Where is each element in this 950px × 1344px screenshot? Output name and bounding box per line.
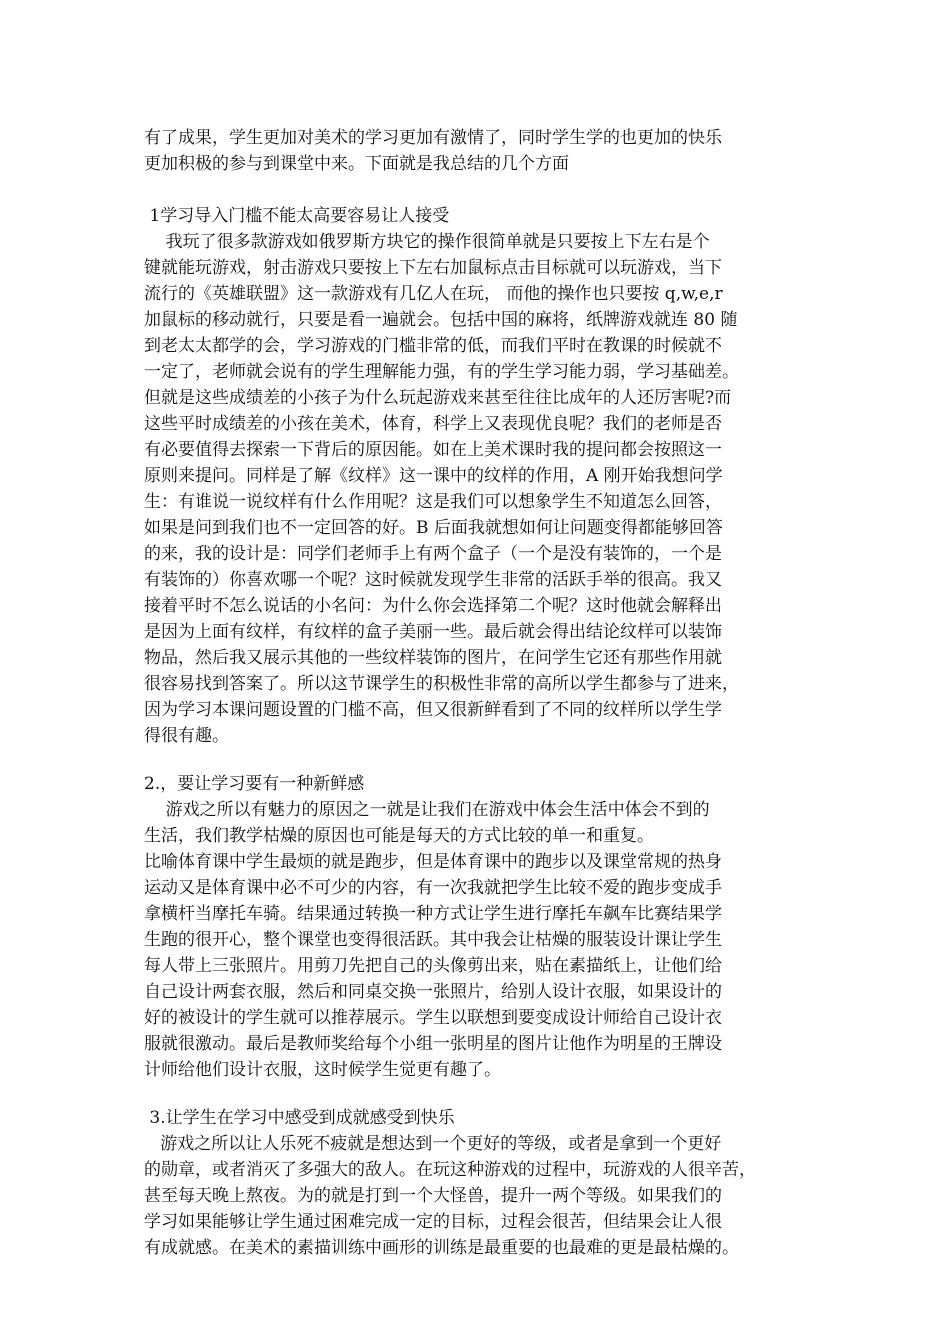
section-heading: 3.让学生在学习中感受到成就感受到快乐	[144, 1108, 455, 1128]
section-1	[144, 203, 824, 749]
text-line: 流行的《英雄联盟》这一款游戏有几亿人在玩， 而他的操作也只要按 q,w,e,r	[144, 284, 723, 304]
section-heading: 2.，要让学习要有一种新鲜感	[144, 774, 365, 794]
text-line: 但就是这些成绩差的小孩子为什么玩起游戏来甚至往往比成年的人还厉害呢?而	[144, 388, 732, 408]
text-line: 每人带上三张照片。用剪刀先把自己的头像剪出来，贴在素描纸上，让他们给	[144, 956, 722, 976]
text-line: 一定了，老师就会说有的学生理解能力强，有的学生学习能力弱，学习基础差。	[144, 362, 739, 382]
text-line: 有必要值得去探索一下背后的原因能。如在上美术课时我的提问都会按照这一	[144, 440, 722, 460]
text-line: 的来，我的设计是：同学们老师手上有两个盒子（一个是没有装饰的，一个是	[144, 544, 722, 564]
text-line: 生：有谁说一说纹样有什么作用呢？这是我们可以想象学生不知道怎么回答，	[144, 492, 722, 512]
text-line: 拿横杆当摩托车骑。结果通过转换一种方式让学生进行摩托车飙车比赛结果学	[144, 904, 722, 924]
text-line: 生活，我们教学枯燥的原因也可能是每天的方式比较的单一和重复。	[144, 826, 654, 846]
text-line: 自己设计两套衣服，然后和同桌交换一张照片，给别人设计衣服，如果设计的	[144, 982, 722, 1002]
text-line: 有了成果，学生更加对美术的学习更加有激情了，同时学生学的也更加的快乐	[144, 128, 722, 148]
text-line: 加鼠标的移动就行，只要是看一遍就会。包括中国的麻将，纸牌游戏就连 80 随	[144, 310, 738, 330]
section-3	[144, 1105, 824, 1261]
text-line: 服就很激动。最后是教师奖给每个小组一张明星的图片让他作为明星的王牌设	[144, 1034, 722, 1054]
text-line: 有成就感。在美术的素描训练中画形的训练是最重要的也最难的更是最枯燥的。	[144, 1238, 739, 1258]
text-line: 比喻体育课中学生最烦的就是跑步，但是体育课中的跑步以及课堂常规的热身	[144, 852, 722, 872]
text-line: 更加积极的参与到课堂中来。下面就是我总结的几个方面	[144, 154, 569, 174]
text-line: 是因为上面有纹样，有纹样的盒子美丽一些。最后就会得出结论纹样可以装饰	[144, 622, 722, 642]
text-line: 键就能玩游戏，射击游戏只要按上下左右加鼠标点击目标就可以玩游戏，当下	[144, 258, 722, 278]
section-2	[144, 771, 824, 1083]
text-line: 的勋章，或者消灭了多强大的敌人。在玩这种游戏的过程中，玩游戏的人很辛苦，	[144, 1160, 756, 1180]
text-line: 物品，然后我又展示其他的一些纹样装饰的图片，在问学生它还有那些作用就	[144, 648, 722, 668]
paragraph-spacer	[144, 177, 824, 203]
text-line: 这些平时成绩差的小孩在美术，体育，科学上又表现优良呢？我们的老师是否	[144, 414, 722, 434]
text-line: 运动又是体育课中必不可少的内容，有一次我就把学生比较不爱的跑步变成手	[144, 878, 722, 898]
text-line: 我玩了很多款游戏如俄罗斯方块它的操作很简单就是只要按上下左右是个	[144, 232, 710, 252]
text-line: 游戏之所以有魅力的原因之一就是让我们在游戏中体会生活中体会不到的	[144, 800, 710, 820]
text-line: 计师给他们设计衣服，这时候学生觉更有趣了。	[144, 1060, 501, 1080]
text-line: 有装饰的）你喜欢哪一个呢？这时候就发现学生非常的活跃手举的很高。我又	[144, 570, 722, 590]
section-heading: 1学习导入门槛不能太高要容易让人接受	[144, 206, 450, 226]
text-line: 游戏之所以让人乐死不疲就是想达到一个更好的等级，或者是拿到一个更好	[144, 1134, 722, 1154]
paragraph-spacer	[144, 1083, 824, 1105]
text-line: 到老太太都学的会，学习游戏的门槛非常的低，而我们平时在教课的时候就不	[144, 336, 722, 356]
text-line: 生跑的很开心，整个课堂也变得很活跃。其中我会让枯燥的服装设计课让学生	[144, 930, 722, 950]
text-line: 学习如果能够让学生通过困难完成一定的目标，过程会很苦，但结果会让人很	[144, 1212, 722, 1232]
text-line: 得很有趣。	[144, 726, 229, 746]
paragraph-spacer	[144, 749, 824, 771]
text-line: 很容易找到答案了。所以这节课学生的积极性非常的高所以学生都参与了进来，	[144, 674, 739, 694]
text-line: 如果是问到我们也不一定回答的好。B 后面我就想如何让问题变得都能够回答	[144, 518, 723, 538]
text-line: 因为学习本课问题设置的门槛不高，但又很新鲜看到了不同的纹样所以学生学	[144, 700, 722, 720]
document-page	[144, 125, 824, 1261]
intro-paragraph	[144, 125, 824, 177]
text-line: 好的被设计的学生就可以推荐展示。学生以联想到要变成设计师给自己设计衣	[144, 1008, 722, 1028]
text-line: 原则来提问。同样是了解《纹样》这一课中的纹样的作用，A 刚开始我想问学	[144, 466, 723, 486]
text-line: 接着平时不怎么说话的小名问：为什么你会选择第二个呢？这时他就会解释出	[144, 596, 722, 616]
text-line: 甚至每天晚上熬夜。为的就是打到一个大怪兽，提升一两个等级。如果我们的	[144, 1186, 722, 1206]
